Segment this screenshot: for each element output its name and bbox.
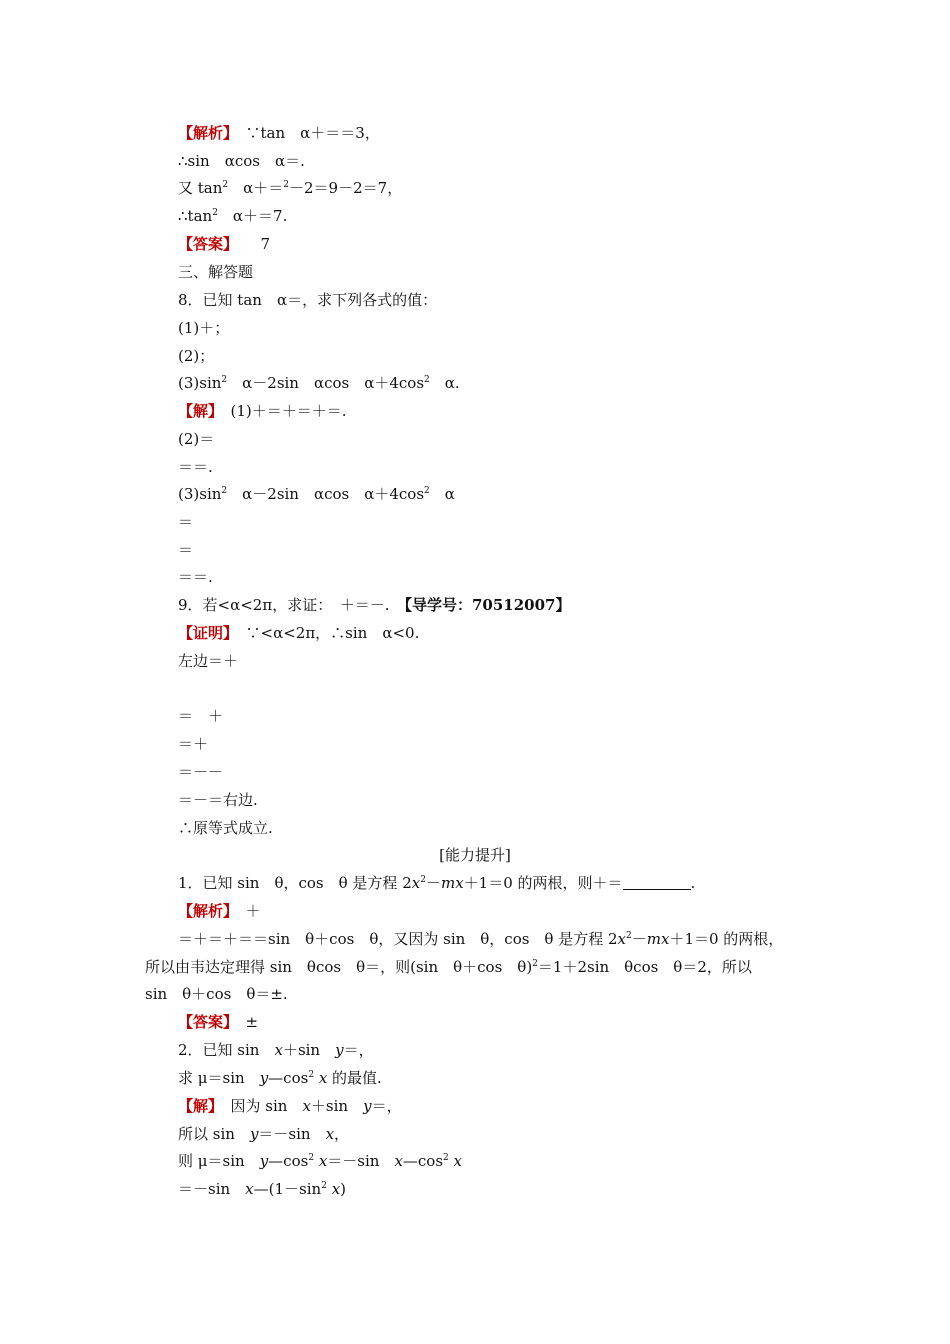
answer-blank [623, 875, 691, 890]
text-line: sin θ＋cos θ＝±. [145, 985, 288, 1003]
analysis-line: 【解析】 ＋ [178, 902, 261, 920]
text-line: ＝－sin $x—(1-\sin^2$ x) [178, 1180, 347, 1198]
text-line: ＝＝. [178, 568, 213, 586]
text-line: 所以 sin y＝－sin x， [178, 1125, 350, 1143]
proof-line: 【证明】 ∵<α<2π，∴sin α<0. [178, 624, 420, 642]
analysis-tag: 【解析】 [178, 124, 231, 142]
question-1: 1．已知 sin θ，cos θ 是方程 $2x^2-mx+1=0$ 的两根，则＋＝ . [178, 874, 696, 892]
text-line: ∴sin αcos α＝. [178, 152, 305, 170]
text-line: ＝ [178, 513, 194, 531]
question-2: 2．已知 sin x＋sin y＝， [178, 1041, 374, 1059]
answer-tag: 【答案】 [178, 235, 231, 253]
text-line: $\therefore\tan^2$ α＋＝7. [178, 207, 288, 225]
solution-line: 【解】 (1)＋＝＋＝＋＝. [178, 402, 347, 420]
section-heading-ability: [能力提升] [439, 846, 511, 864]
question-9: 9．若<α<2π，求证： ＋＝－. 【导学号：70512007】 [178, 596, 571, 614]
text-line: ＝＋ [178, 735, 209, 753]
answer-line: 【答案】 ± [178, 1013, 259, 1031]
text-line: (2)＝ [178, 430, 215, 448]
answer-line: 【答案】 7 [178, 235, 271, 253]
answer-tag: 【答案】 [178, 1013, 231, 1031]
question-8: 8．已知 tan α＝，求下列各式的值： [178, 291, 438, 309]
text-line: ∴原等式成立. [178, 819, 273, 837]
solution-tag: 【解】 [178, 1097, 216, 1115]
analysis-tag: 【解析】 [178, 902, 231, 920]
text-line: 又 $\tan^2$ α＋＝$^2$－2＝9－2＝7， [178, 179, 403, 197]
text-line: 则 μ＝sin $y—\cos^2$ x＝－sin $x—\cos^2$ x [178, 1152, 463, 1170]
solution-tag: 【解】 [178, 402, 216, 420]
text-line: ＝＝. [178, 458, 213, 476]
text-line: ＝－＝右边. [178, 791, 258, 809]
text-line: ＝－－ [178, 763, 224, 781]
text-line: ＝ ＋ [178, 707, 224, 725]
proof-tag: 【证明】 [178, 624, 231, 642]
text-line: (1)＋； [178, 319, 230, 337]
text-line: 所以由韦达定理得 sin θcos θ＝，则(sin θ＋cos θ)$^2$＝1＋2sin θcos θ＝2，所以 [145, 958, 752, 976]
text-line: 左边＝＋ [178, 652, 239, 670]
solution-line: 【解】 因为 sin x＋sin y＝， [178, 1097, 402, 1115]
text-line: $(3)\sin^2$ α－2sin αcos $\alpha+4\cos^2$ α. [178, 374, 460, 392]
section-heading: 三、解答题 [178, 263, 254, 281]
text-line: ＝ [178, 541, 194, 559]
text-line: (2)； [178, 347, 215, 365]
guide-number: 【导学号：70512007】 [404, 596, 571, 614]
text-line: 求 μ＝sin $y—\cos^2$ x 的最值. [178, 1069, 382, 1087]
analysis-line: 【解析】 ∵tan α＋＝＝3， [178, 124, 380, 142]
text-line: ＝＋＝＋＝＝sin θ＋cos θ，又因为 sin θ，cos θ 是方程 $2x^2-mx+1=0$ 的两根， [178, 930, 784, 948]
text-line: $(3)\sin^2$ α－2sin αcos $\alpha+4\cos^2$ α [178, 485, 455, 503]
